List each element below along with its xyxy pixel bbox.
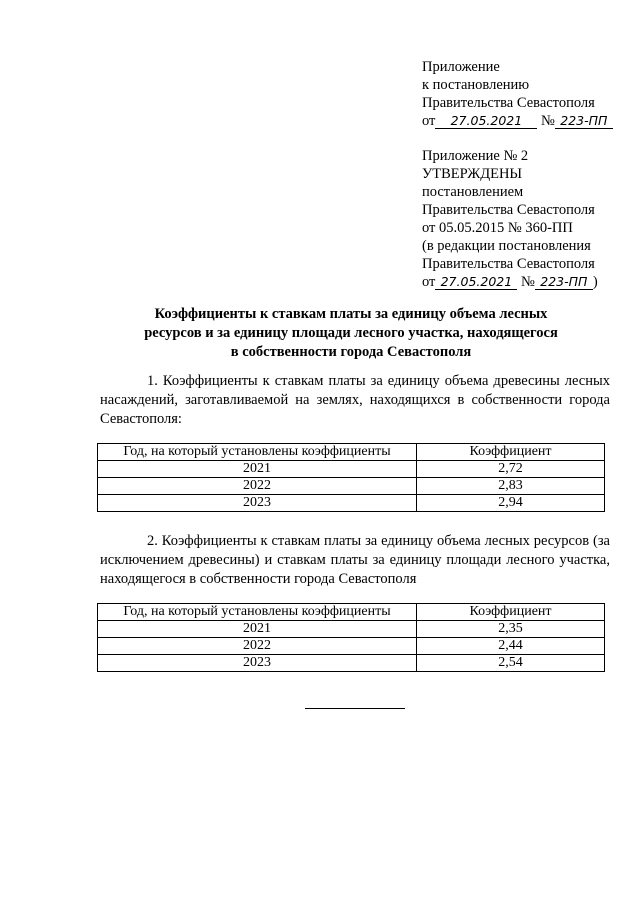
table-row <box>98 461 605 478</box>
handwritten-number: 223-ПП <box>555 114 613 129</box>
date-prefix: от <box>422 113 436 129</box>
table-row <box>98 495 605 512</box>
year-cell: 2023 <box>98 495 417 512</box>
coefficient-cell: 2,54 <box>417 655 605 672</box>
coefficient-cell: 2,44 <box>417 638 605 655</box>
approval-line-1: Приложение № 2 <box>422 148 529 164</box>
end-separator-line <box>305 708 405 709</box>
title-line-3: в собственности города Севастополя <box>230 344 472 360</box>
approval-line-2: УТВЕРЖДЕНЫ <box>422 166 523 182</box>
year-cell: 2022 <box>98 638 417 655</box>
coefficient-cell: 2,72 <box>417 461 605 478</box>
approval-line-5: от 05.05.2015 № 360-ПП <box>422 220 573 236</box>
coefficient-cell: 2,35 <box>417 621 605 638</box>
handwritten-date: 27.05.2021 <box>435 275 517 290</box>
document-title <box>96 305 606 362</box>
handwritten-date: 27.05.2021 <box>435 114 537 129</box>
header-coefficient: Коэффициент <box>417 604 605 621</box>
approval-line-6: (в редакции постановления <box>422 238 591 254</box>
closing-paren: ) <box>592 274 598 290</box>
handwritten-number: 223-ПП <box>535 275 593 290</box>
table-row <box>98 655 605 672</box>
table-row <box>98 621 605 638</box>
approval-date-line <box>422 273 598 291</box>
header-year: Год, на который установлены коэффициенты <box>98 604 417 621</box>
year-cell: 2021 <box>98 621 417 638</box>
number-prefix: № <box>541 113 555 129</box>
title-line-1: Коэффициенты к ставкам платы за единицу объема лесных <box>154 306 548 322</box>
section-1-text <box>100 372 610 429</box>
attachment-line-2: к постановлению <box>422 77 530 93</box>
approval-line-3: постановлением <box>422 184 524 200</box>
date-prefix: от <box>422 274 436 290</box>
coefficients-table-1 <box>97 443 605 512</box>
year-cell: 2021 <box>98 461 417 478</box>
coefficient-cell: 2,83 <box>417 478 605 495</box>
attachment-date-line <box>422 112 613 130</box>
coefficient-cell: 2,94 <box>417 495 605 512</box>
header-coefficient: Коэффициент <box>417 444 605 461</box>
table-row <box>98 478 605 495</box>
year-cell: 2022 <box>98 478 417 495</box>
number-prefix: № <box>521 274 535 290</box>
attachment-line-1: Приложение <box>422 59 500 75</box>
section-1-body: 1. Коэффициенты к ставкам платы за единицу объема древесины лесных насаждений, заготавливаемой на землях, находящихся в собственности города Севастополя: <box>100 373 610 427</box>
header-year: Год, на который установлены коэффициенты <box>98 444 417 461</box>
section-2-text <box>100 532 610 589</box>
table-row <box>98 638 605 655</box>
table-header-row <box>98 444 605 461</box>
attachment-block <box>422 58 613 130</box>
coefficients-table-2 <box>97 603 605 672</box>
section-2-body: 2. Коэффициенты к ставкам платы за единицу объема лесных ресурсов (за исключением древесины) и ставкам платы за единицу площади лесного участка, находящегося в собственности города Севастополя <box>100 533 610 587</box>
attachment-line-3: Правительства Севастополя <box>422 95 595 111</box>
title-line-2: ресурсов и за единицу площади лесного участка, находящегося <box>144 325 558 341</box>
year-cell: 2023 <box>98 655 417 672</box>
table-header-row <box>98 604 605 621</box>
approval-line-4: Правительства Севастополя <box>422 202 595 218</box>
approval-line-7: Правительства Севастополя <box>422 256 595 272</box>
approval-block <box>422 147 598 291</box>
